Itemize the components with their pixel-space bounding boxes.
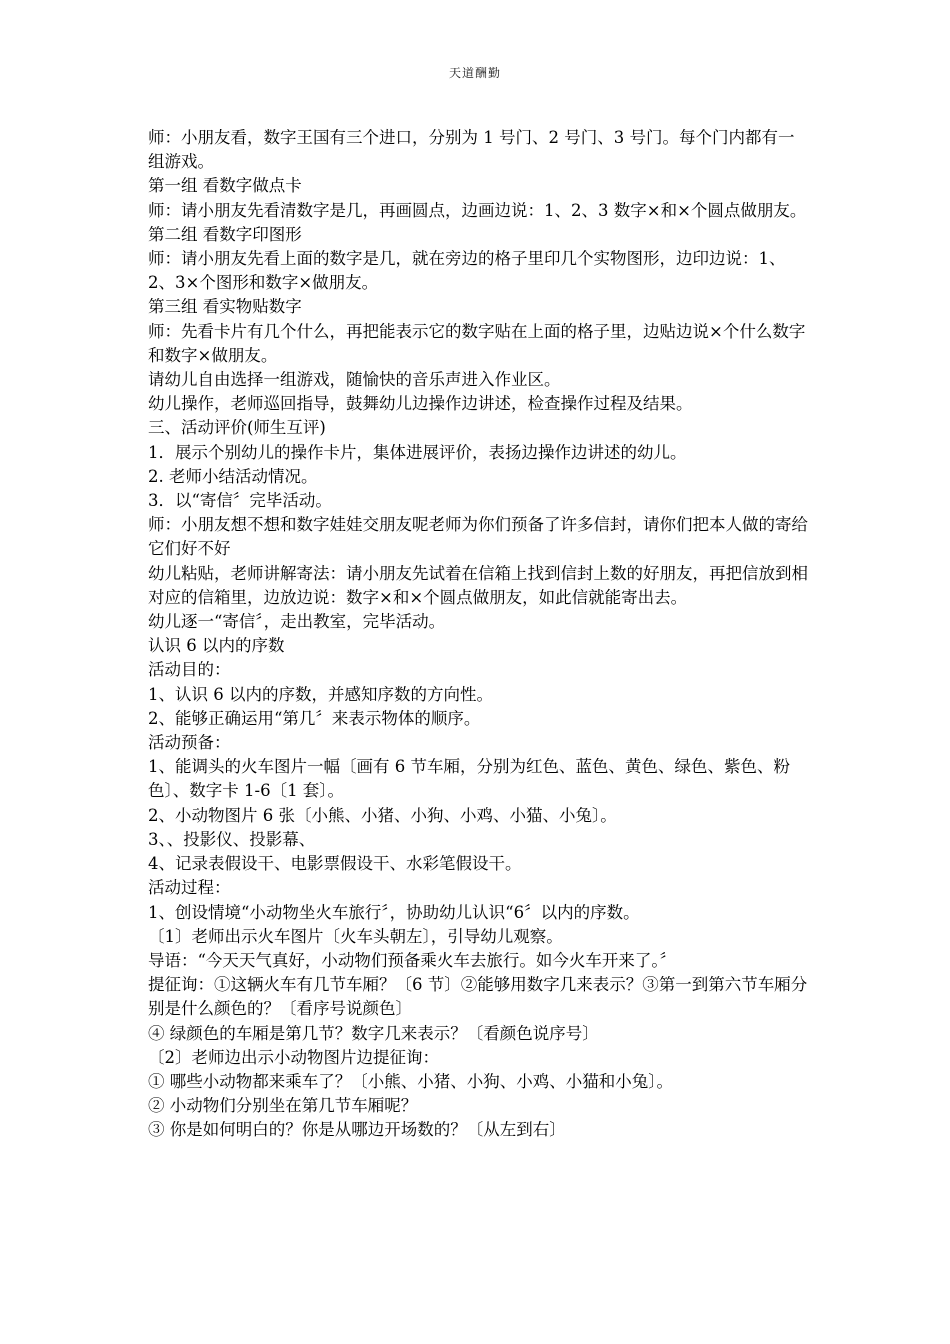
page-header: 天道酬勤 bbox=[448, 66, 501, 80]
paragraph: 幼儿粘贴，老师讲解寄法：请小朋友先试着在信箱上找到信封上数的好朋友，再把信放到相对应的信箱里，边放边说：数字×和×个圆点做朋友，如此信就能寄出去。 bbox=[148, 563, 808, 607]
section-heading: 活动目的： bbox=[148, 660, 231, 680]
section-heading: 活动预备： bbox=[148, 733, 231, 753]
list-item: 〔1〕老师出示火车图片〔火车头朝左〕，引导幼儿观察。 bbox=[148, 926, 563, 946]
list-item: 〔2〕老师边出示小动物图片边提征询： bbox=[148, 1047, 439, 1067]
list-item: 1．展示个别幼儿的操作卡片，集体进展评价，表扬边操作边讲述的幼儿。 bbox=[148, 442, 687, 462]
paragraph: 师：小朋友看，数字王国有三个进口，分别为 1 号门、2 号门、3 号门。每个门内都有一组游戏。 bbox=[148, 128, 795, 172]
list-item: 1、创设情境“小动物坐火车旅行〞，协助幼儿认识“6〞以内的序数。 bbox=[148, 902, 640, 922]
list-item: 3．以“寄信〞完毕活动。 bbox=[148, 491, 332, 511]
list-item: ③ 你是如何明白的？你是从哪边开场数的？〔从左到右〕 bbox=[148, 1120, 566, 1140]
list-item: ① 哪些小动物都来乘车了？〔小熊、小猪、小狗、小鸡、小猫和小兔〕。 bbox=[148, 1071, 673, 1091]
paragraph: 导语：“今天天气真好，小动物们预备乘火车去旅行。如今火车开来了。〞 bbox=[148, 950, 677, 970]
list-item: ④ 绿颜色的车厢是第几节？数字几来表示？〔看颜色说序号〕 bbox=[148, 1023, 599, 1043]
list-item: 1、认识 6 以内的序数，并感知序数的方向性。 bbox=[148, 684, 493, 704]
document-body bbox=[148, 126, 808, 1143]
list-item: 2、小动物图片 6 张〔小熊、小猪、小狗、小鸡、小猫、小兔〕。 bbox=[148, 805, 617, 825]
paragraph: 师：请小朋友先看上面的数字是几，就在旁边的格子里印几个实物图形，边印边说：1、2、3×个图形和数字×做朋友。 bbox=[148, 249, 786, 293]
section-heading: 三、活动评价(师生互评) bbox=[148, 418, 326, 438]
paragraph: 幼儿操作，老师巡回指导，鼓舞幼儿边操作边讲述，检查操作过程及结果。 bbox=[148, 394, 693, 414]
paragraph: 师：先看卡片有几个什么，再把能表示它的数字贴在上面的格子里，边贴边说×个什么数字和数字×做朋友。 bbox=[148, 321, 806, 365]
section-heading: 活动过程： bbox=[148, 878, 231, 898]
section-heading: 第三组 看实物贴数字 bbox=[148, 297, 302, 317]
paragraph: 提征询：①这辆火车有几节车厢？〔6 节〕②能够用数字几来表示？③第一到第六节车厢分别是什么颜色的？〔看序号说颜色〕 bbox=[148, 975, 808, 1019]
paragraph: 请幼儿自由选择一组游戏，随愉快的音乐声进入作业区。 bbox=[148, 370, 561, 390]
list-item: 2. 老师小结活动情况。 bbox=[148, 466, 318, 486]
section-heading: 第二组 看数字印图形 bbox=[148, 224, 302, 244]
paragraph: 师：小朋友想不想和数字娃娃交朋友呢老师为你们预备了许多信封，请你们把本人做的寄给它们好不好 bbox=[148, 515, 808, 559]
list-item: 1、能调头的火车图片一幅〔画有 6 节车厢，分别为红色、蓝色、黄色、绿色、紫色、粉色〕、数字卡 1-6〔1 套〕。 bbox=[148, 757, 790, 801]
section-heading: 认识 6 以内的序数 bbox=[148, 636, 285, 656]
paragraph: 幼儿逐一“寄信〞，走出教室，完毕活动。 bbox=[148, 612, 446, 632]
list-item: 2、能够正确运用“第几〞来表示物体的顺序。 bbox=[148, 708, 481, 728]
list-item: 4、记录表假设干、电影票假设干、水彩笔假设干。 bbox=[148, 854, 522, 874]
list-item: 3、、投影仪、投影幕、 bbox=[148, 829, 316, 849]
list-item: ② 小动物们分别坐在第几节车厢呢？ bbox=[148, 1096, 418, 1116]
paragraph: 师：请小朋友先看清数字是几，再画圆点，边画边说：1、2、3 数字×和×个圆点做朋友。 bbox=[148, 200, 807, 220]
section-heading: 第一组 看数字做点卡 bbox=[148, 176, 302, 196]
